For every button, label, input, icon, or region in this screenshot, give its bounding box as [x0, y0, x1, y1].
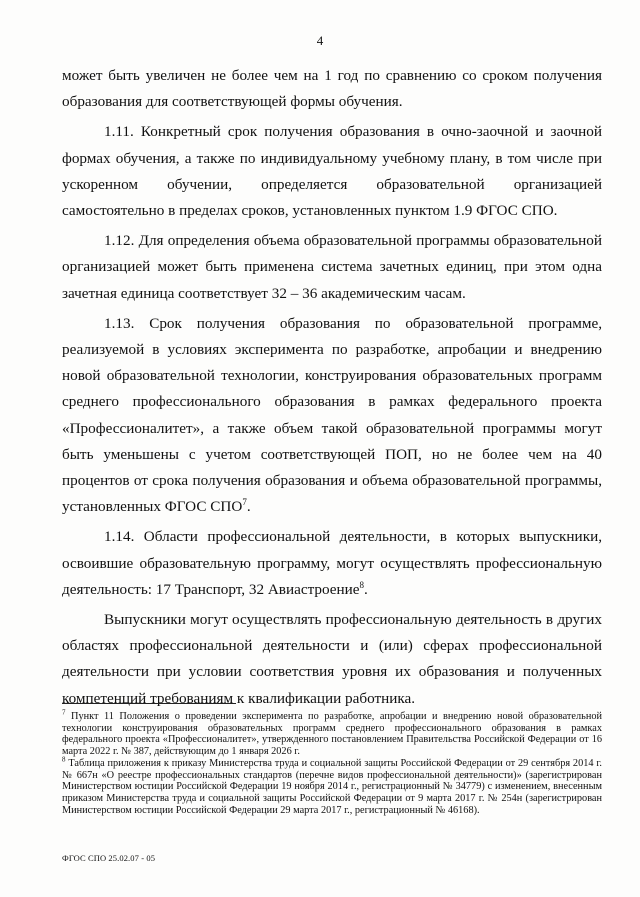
paragraph-continuation: [62, 63, 602, 115]
footnote-ref-7[interactable]: 7: [242, 497, 247, 508]
paragraph-text: 1.13. Срок получения образования по образовательной программе, реализуемой в условиях эксперимента по разработке, апробации и внедрению новой образовательной технологии, конструирования образовательных программ среднего профессионального образования в рамках федерального проекта «Профессионалитет», а также объем такой образовательной программы могут быть уменьшены с учетом соответствующей ПОП, но не более чем на 40 процентов от срока получения образования и объема образовательной программы, установленных ФГОС СПО: [62, 314, 602, 516]
page-number: 4: [316, 33, 324, 48]
document-code: ФГОС СПО 25.02.07 - 05: [62, 853, 156, 863]
paragraph-text: 1.12. Для определения объема образовательной программы образовательной организацией может быть применена система зачетных единиц, при этом одна зачетная единица соответствует 32 – 36 академическим часам.: [62, 232, 602, 302]
footnote-text: Пункт 11 Положения о проведении эксперимента по разработке, апробации и внедрению новой образовательной технологии конструирования образовательных программ среднего профессионального образования в рамках федерального проекта «Профессионалитет», утвержденного постановлением Правительства Российской Федерации от 16 марта 2022 г. № 387, действующим до 1 января 2026 г.: [62, 711, 602, 758]
footnote-separator: [62, 703, 236, 704]
footnote-text: Таблица приложения к приказу Министерства труда и социальной защиты Российской Федерации от 29 сентября 2014 г. № 667н «О реестре профессиональных стандартов (перечне видов профессиональной деятельности)» (зарегистрирован Министерством юстиции Российской Федерации 19 ноября 2014 г., регистрационный № 34779) с изменением, внесенным приказом Министерства труда и социальной защиты Российской Федерации от 9 марта 2017 г. № 254н (зарегистрирован Министерством юстиции Российской Федерации 29 марта 2017 г., регистрационный № 46168).: [62, 757, 602, 816]
footnote-8: [62, 755, 602, 817]
body-text: [62, 63, 602, 716]
paragraph-1-14: [62, 524, 602, 603]
paragraph-text: 1.14. Области профессиональной деятельности, в которых выпускники, освоившие образовательную программу, могут осуществлять профессиональную деятельность: 17 Транспорт, 32 Авиастроение: [62, 528, 602, 598]
footnote-ref-8[interactable]: 8: [359, 579, 365, 590]
paragraph-graduates: [62, 607, 602, 712]
footnote-7: [62, 708, 602, 758]
paragraph-tail: .: [364, 580, 368, 598]
paragraph-1-12: [62, 228, 602, 307]
paragraph-1-13: [62, 311, 602, 521]
paragraph-tail: .: [246, 498, 251, 516]
paragraph-text: Выпускники могут осуществлять профессиональную деятельность в других областях профессиональной деятельности и (или) сферах профессиональной деятельности при условии соответствия уровня их образования и полученных компетенций требованиям к квалификации работника.: [62, 611, 602, 707]
paragraph-1-11: [62, 119, 602, 224]
paragraph-text: 1.11. Конкретный срок получения образования в очно-заочной и заочной формах обучения, а также по индивидуальному учебному плану, в том числе при ускоренном обучении, определяется образовательной организацией самостоятельно в пределах сроков, установленных пунктом 1.9 ФГОС СПО.: [62, 123, 602, 220]
footnotes: [62, 708, 602, 816]
footnote-mark: 8: [62, 755, 66, 764]
footnote-mark: 7: [62, 708, 66, 717]
paragraph-text: может быть увеличен не более чем на 1 год по сравнению со сроком получения образования для соответствующей формы обучения.: [62, 67, 602, 111]
